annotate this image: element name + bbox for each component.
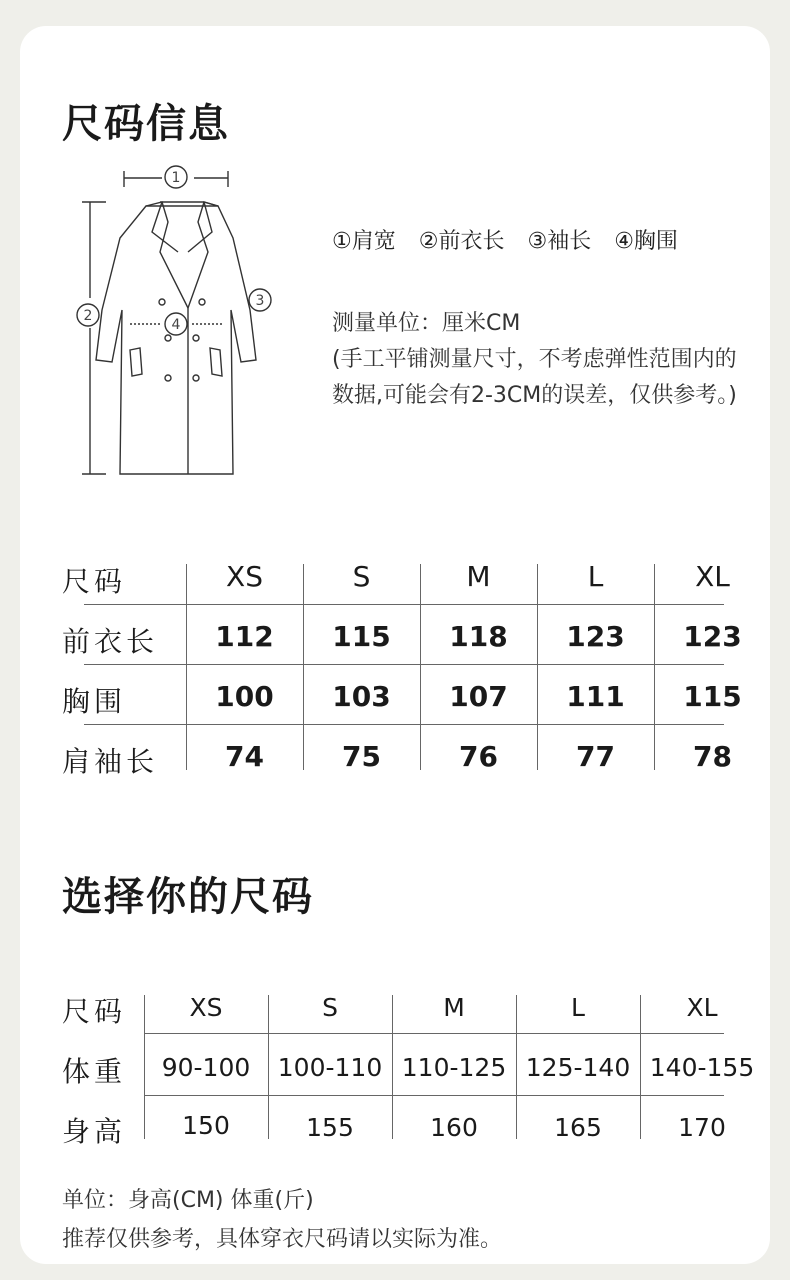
- fit-col-xl: XL: [686, 993, 718, 1022]
- fit-col-s: S: [322, 993, 338, 1022]
- legend-chest: ④胸围: [614, 229, 678, 254]
- divider: [84, 664, 724, 665]
- table-cell: 107: [449, 680, 508, 713]
- choose-size-title: 选择你的尺码: [62, 874, 314, 920]
- divider: [640, 995, 641, 1139]
- marker-4: 4: [171, 317, 181, 333]
- table-cell: 90-100: [161, 1053, 251, 1082]
- divider: [392, 995, 393, 1139]
- divider: [516, 995, 517, 1139]
- table-cell: 155: [306, 1113, 354, 1142]
- measurement-unit: 测量单位：厘米CM: [332, 311, 521, 336]
- row-label-height: 身高: [62, 1115, 127, 1148]
- size-col-xs: XS: [226, 560, 263, 593]
- table-cell: 74: [225, 740, 264, 773]
- size-col-xl: XL: [695, 560, 730, 593]
- size-col-m: M: [466, 560, 491, 593]
- size-col-s: S: [352, 560, 371, 593]
- marker-3: 3: [255, 293, 265, 309]
- size-info-title: 尺码信息: [62, 101, 230, 147]
- table-cell: 123: [566, 620, 625, 653]
- marker-2: 2: [83, 308, 93, 324]
- table-cell: 110-125: [401, 1053, 507, 1082]
- legend-sleeve: ③袖长: [527, 229, 592, 254]
- coat-measurement-diagram: [68, 160, 288, 480]
- row-label-chest: 胸围: [62, 685, 127, 718]
- table-cell: 77: [576, 740, 615, 773]
- divider: [84, 724, 724, 725]
- table-cell: 125-140: [525, 1053, 631, 1082]
- row-label-weight: 体重: [62, 1055, 127, 1088]
- divider: [144, 1033, 724, 1034]
- footer-unit-note: 单位：身高(CM) 体重(斤): [62, 1188, 314, 1213]
- table-cell: 123: [683, 620, 742, 653]
- table-cell: 150: [182, 1111, 230, 1140]
- table-cell: 115: [683, 680, 742, 713]
- fit-col-m: M: [443, 993, 465, 1022]
- table-cell: 165: [554, 1113, 602, 1142]
- table-cell: 100-110: [277, 1053, 383, 1082]
- table-cell: 160: [430, 1113, 478, 1142]
- table-cell: 111: [566, 680, 625, 713]
- table-cell: 115: [332, 620, 391, 653]
- table-cell: 140-155: [649, 1053, 755, 1082]
- table-cell: 103: [332, 680, 391, 713]
- divider: [144, 995, 145, 1139]
- table-cell: 76: [459, 740, 498, 773]
- row-label-front-length: 前衣长: [62, 625, 159, 658]
- divider: [537, 564, 538, 770]
- divider: [84, 604, 724, 605]
- size-col-l: L: [587, 560, 604, 593]
- table-cell: 100: [215, 680, 274, 713]
- table-cell: 118: [449, 620, 508, 653]
- size-header-label: 尺码: [62, 565, 127, 598]
- table-cell: 78: [693, 740, 732, 773]
- divider: [303, 564, 304, 770]
- divider: [268, 995, 269, 1139]
- table-cell: 75: [342, 740, 381, 773]
- divider: [420, 564, 421, 770]
- divider: [144, 1095, 724, 1096]
- divider: [654, 564, 655, 770]
- divider: [186, 564, 187, 770]
- table-cell: 112: [215, 620, 274, 653]
- legend-front-length: ②前衣长: [418, 229, 505, 254]
- marker-1: 1: [171, 170, 181, 186]
- fit-col-xs: XS: [189, 993, 223, 1022]
- legend-shoulder: ①肩宽: [332, 229, 396, 254]
- fit-col-l: L: [571, 993, 585, 1022]
- row-label-sleeve: 肩袖长: [62, 745, 159, 778]
- fit-header-label: 尺码: [62, 995, 127, 1028]
- table-cell: 170: [678, 1113, 726, 1142]
- measurement-legend: [332, 224, 694, 255]
- measurement-note: (手工平铺测量尺寸，不考虑弹性范围内的数据,可能会有2-3CM的误差，仅供参考。): [332, 347, 737, 408]
- footer-recommendation: 推荐仅供参考，具体穿衣尺码请以实际为准。: [62, 1227, 503, 1252]
